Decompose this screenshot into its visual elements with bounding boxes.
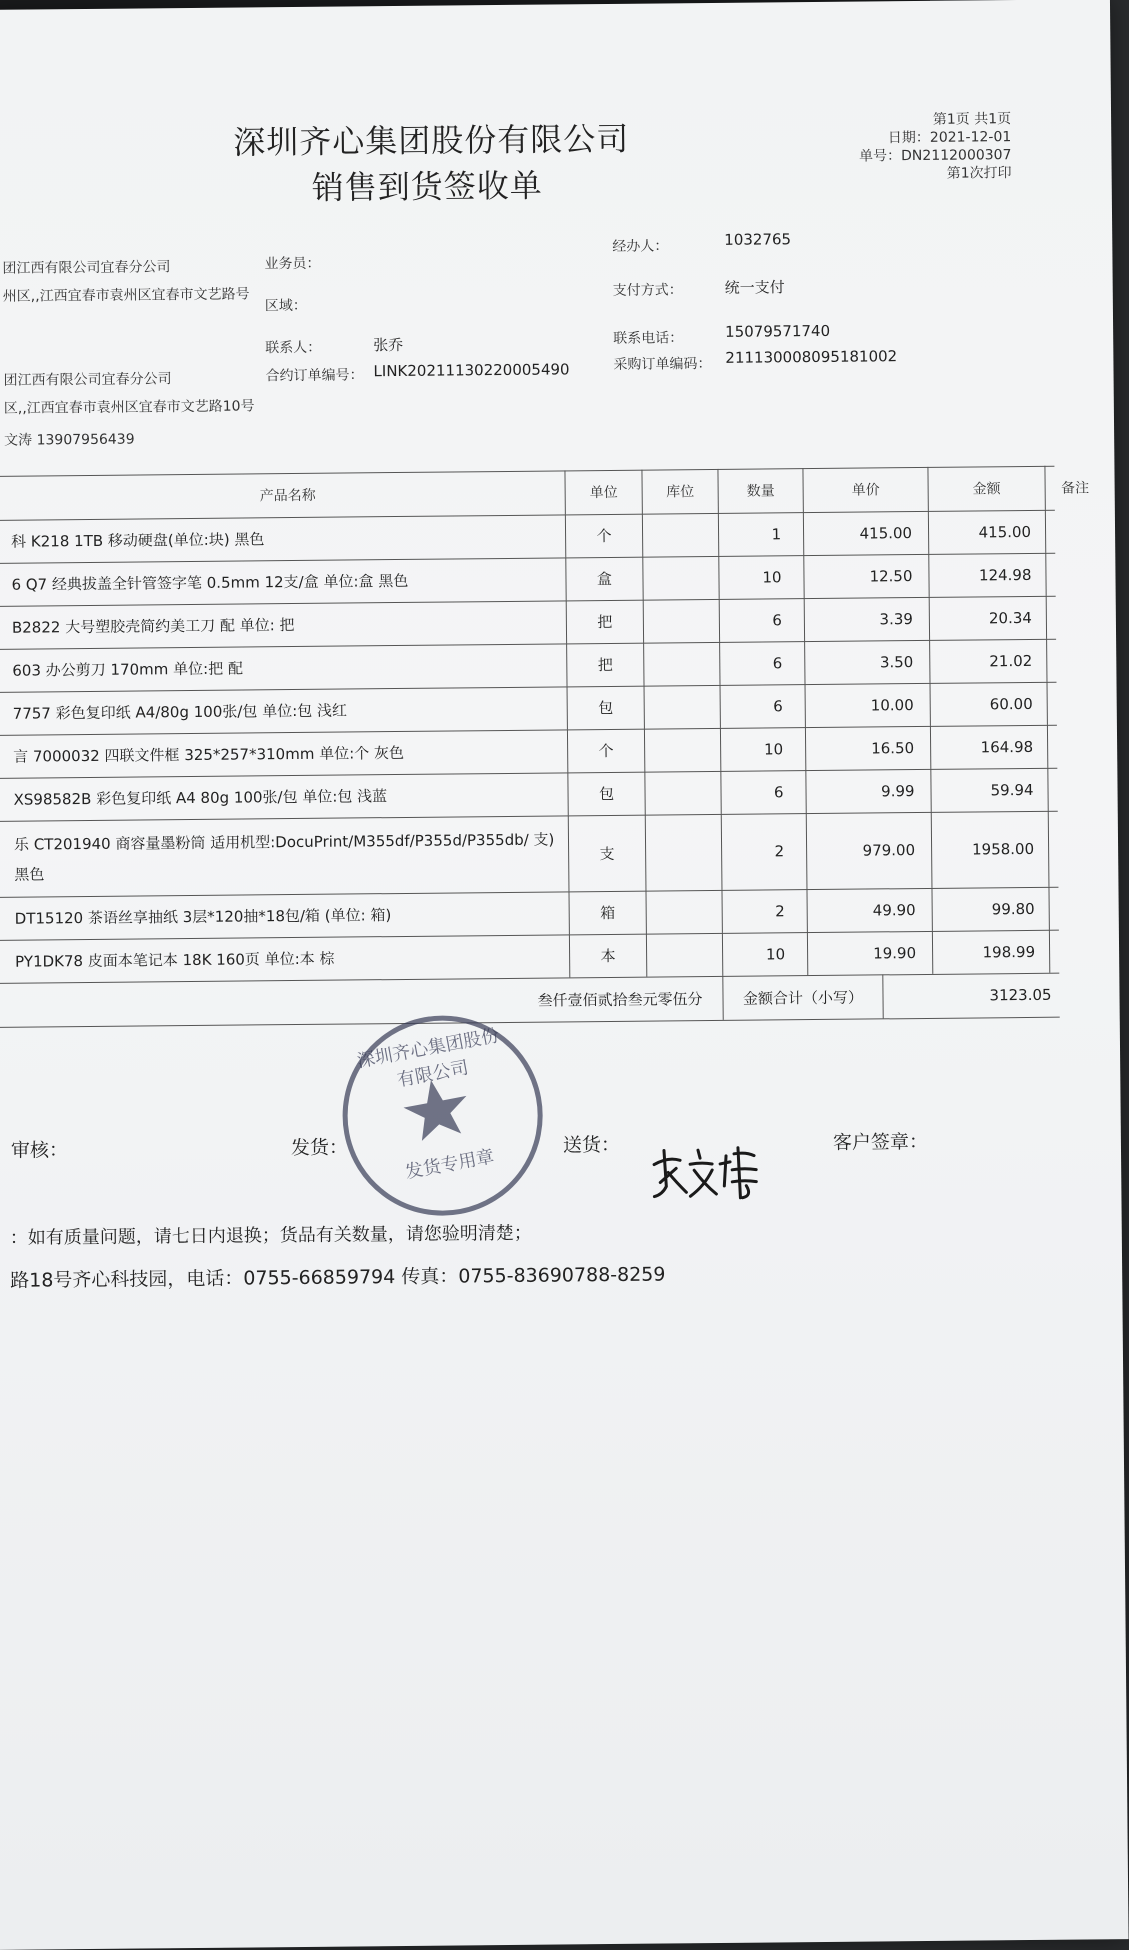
product-table [0, 466, 1090, 1010]
product-location [643, 599, 719, 643]
product-note [1048, 810, 1109, 887]
product-price: 49.90 [806, 888, 931, 932]
product-qty: 2 [721, 889, 806, 933]
product-amount: 164.98 [930, 725, 1047, 769]
product-unit: 包 [567, 686, 644, 730]
header-amount: 金额 [927, 466, 1044, 511]
product-name: 言 7000032 四联文件框 325*257*310mm 单位:个 灰色 [13, 743, 405, 766]
product-note [1046, 595, 1106, 639]
product-qty: 10 [722, 932, 807, 976]
header-price: 单价 [802, 467, 927, 512]
ship-label: 发货： [290, 1136, 349, 1160]
product-unit: 个 [567, 729, 644, 773]
product-location [644, 685, 720, 729]
product-name: B2822 大号塑胶壳简约美工刀 配 单位: 把 [11, 616, 295, 637]
phone-label: 联系电话： [613, 330, 684, 347]
product-name: 603 办公剪刀 170mm 单位:把 配 [12, 659, 244, 680]
product-amount: 60.00 [930, 682, 1047, 726]
customer-address: 州区,,江西宜春市袁州区宜春市文艺路号 [2, 286, 250, 305]
product-name: 乐 CT201940 商容量墨粉筒 适用机型:DocuPrint/M355df/P355d/P355db/ 支) 黑色 [13, 830, 555, 884]
product-qty: 10 [720, 727, 805, 771]
print-count: 第1次打印 [946, 165, 1012, 182]
table-row [0, 811, 1058, 898]
product-qty: 6 [720, 770, 805, 814]
consignee-name: 团江西有限公司宜春分公司 [3, 371, 172, 389]
handler-value: 1032765 [724, 230, 792, 249]
product-unit: 本 [569, 934, 646, 978]
company-seal [326, 999, 559, 1232]
handwritten-signature [646, 1136, 767, 1211]
review-label: 审核： [10, 1139, 69, 1162]
product-price: 415.00 [803, 511, 928, 555]
po-label: 采购订单编码： [613, 355, 712, 373]
product-unit: 包 [567, 772, 644, 816]
product-price: 19.90 [807, 931, 932, 975]
product-note [1047, 767, 1107, 811]
customer-sign-label: 客户签章： [832, 1130, 929, 1154]
total-label: 金额合计（小写） [722, 974, 882, 1020]
company-title: 深圳齐心集团股份有限公司 [233, 119, 630, 162]
product-price: 3.39 [804, 597, 929, 641]
product-amount: 124.98 [928, 553, 1045, 597]
product-note [1048, 886, 1108, 930]
header-qty: 数量 [717, 468, 802, 513]
product-unit: 把 [566, 643, 643, 687]
company-address-line: 路18号齐心科技园，电话：0755-66859794 传真：0755-83690788-8259 [10, 1263, 666, 1292]
product-price: 9.99 [805, 769, 930, 813]
product-qty: 1 [718, 512, 803, 556]
product-unit: 把 [566, 600, 643, 644]
contract-value: LINK20211130220005490 [373, 360, 570, 381]
product-unit: 个 [565, 514, 642, 558]
product-location [646, 933, 722, 977]
region-label: 区域： [264, 297, 307, 315]
salesperson-label: 业务员： [264, 255, 321, 273]
product-amount: 99.80 [931, 887, 1048, 931]
product-name: 7757 彩色复印纸 A4/80g 100张/包 单位:包 浅红 [12, 701, 348, 723]
product-amount: 21.02 [929, 639, 1046, 683]
product-amount: 1958.00 [931, 811, 1049, 888]
product-location [642, 556, 718, 600]
total-value: 3123.05 [882, 973, 1059, 1019]
product-note [1045, 509, 1105, 553]
consignee-contact: 文涛 13907956439 [4, 431, 135, 449]
consignee-address: 区,,江西宜春市袁州区宜春市文艺路10号 [3, 398, 255, 417]
handler-label: 经办人： [612, 238, 669, 255]
product-name: XS98582B 彩色复印纸 A4 80g 100张/包 单位:包 浅蓝 [13, 787, 388, 809]
product-note [1045, 552, 1105, 596]
contact-label: 联系人： [265, 339, 322, 357]
seal-text-top: 深圳齐心集团股份有限公司 [355, 1025, 501, 1092]
header-note: 备注 [1044, 465, 1104, 510]
header-unit: 单位 [564, 470, 641, 515]
product-amount: 20.34 [929, 596, 1046, 640]
product-unit: 支 [568, 815, 646, 892]
deliver-label: 送货： [562, 1133, 621, 1157]
total-in-words: 叁仟壹佰贰拾叁元零伍分 [537, 989, 703, 1010]
document-title: 销售到货签收单 [311, 166, 543, 207]
product-qty: 6 [719, 641, 804, 685]
product-price: 979.00 [806, 812, 932, 889]
product-price: 12.50 [803, 554, 928, 598]
product-unit: 盒 [565, 557, 642, 601]
product-location [644, 771, 720, 815]
product-name: DT15120 茶语丝享抽纸 3层*120抽*18包/箱 (单位: 箱) [14, 906, 392, 928]
product-location [645, 814, 722, 891]
customer-name: 团江西有限公司宜春分公司 [2, 259, 171, 277]
product-qty: 6 [720, 684, 805, 728]
product-location [643, 642, 719, 686]
product-qty: 2 [721, 813, 807, 890]
payment-label: 支付方式： [612, 282, 683, 299]
product-price: 16.50 [805, 726, 930, 770]
product-location [642, 513, 718, 557]
product-note [1047, 724, 1107, 768]
header-location: 库位 [641, 469, 717, 514]
phone-value: 15079571740 [725, 321, 831, 341]
page-indicator: 第1页 共1页 [932, 111, 1012, 128]
seal-text-bottom: 发货专用章 [403, 1146, 496, 1184]
doc-date: 日期：2021-12-01 [887, 129, 1012, 147]
return-policy-note: ：如有质量问题，请七日内退换；货品有关数量，请您验明清楚； [9, 1222, 532, 1249]
product-name: 6 Q7 经典拔盖全针管签字笔 0.5mm 12支/盒 单位:盒 黑色 [11, 571, 409, 594]
product-unit: 箱 [568, 891, 645, 935]
payment-value: 统一支付 [724, 278, 785, 297]
product-location [645, 890, 721, 934]
product-name: 科 K218 1TB 移动硬盘(单位:块) 黑色 [11, 530, 265, 551]
product-price: 10.00 [805, 683, 930, 727]
product-qty: 6 [719, 598, 804, 642]
product-note [1046, 681, 1106, 725]
product-location [644, 728, 720, 772]
product-amount: 59.94 [930, 768, 1047, 812]
contract-label: 合约订单编号： [265, 367, 364, 385]
product-amount: 415.00 [928, 510, 1045, 554]
po-value: 211130008095181002 [725, 347, 898, 367]
contact-value: 张乔 [373, 335, 404, 355]
doc-number: 单号：DN2112000307 [859, 147, 1012, 165]
header-product-name: 产品名称 [259, 487, 316, 505]
product-price: 3.50 [804, 640, 929, 684]
product-amount: 198.99 [932, 930, 1049, 974]
product-note [1046, 638, 1106, 682]
product-qty: 10 [718, 555, 803, 599]
product-note [1049, 929, 1109, 973]
table-total-row [0, 973, 1060, 1028]
product-name: PY1DK78 皮面本笔记本 18K 160页 单位:本 棕 [15, 949, 335, 971]
